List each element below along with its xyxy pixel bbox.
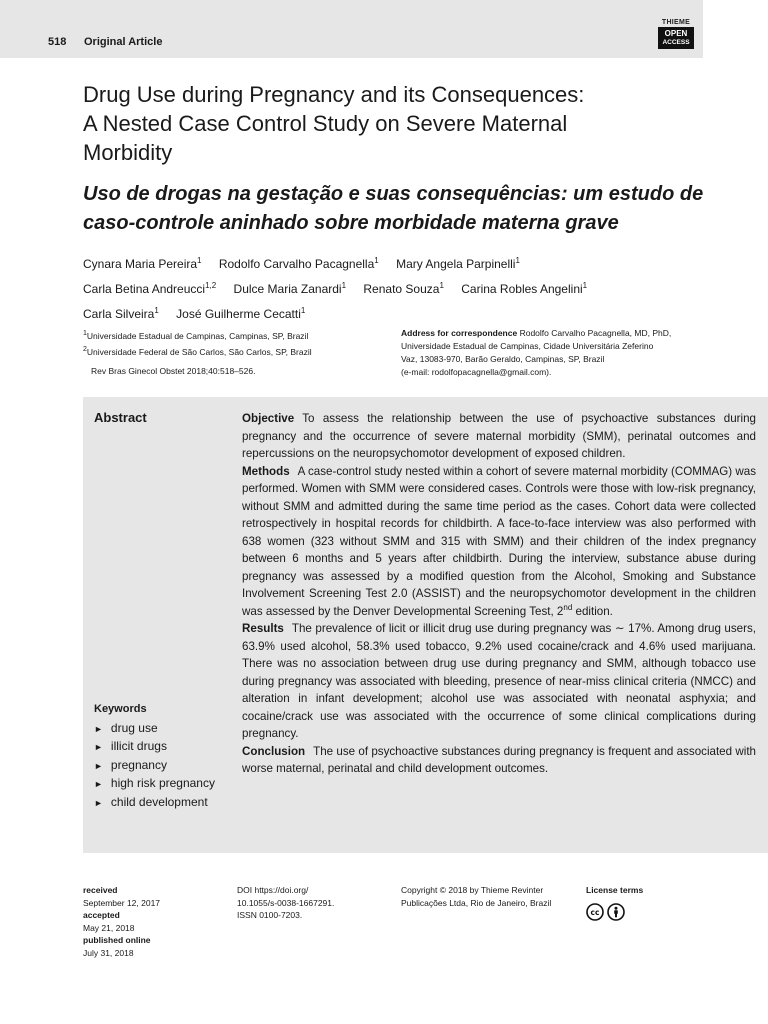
journal-citation: Rev Bras Ginecol Obstet 2018;40:518–526. — [91, 366, 256, 376]
title-en-line: Drug Use during Pregnancy and its Consequences: — [83, 82, 585, 107]
issn: ISSN 0100-7203. — [237, 910, 303, 920]
correspondence-email[interactable]: (e-mail: rodolfopacagnella@gmail.com). — [401, 367, 552, 377]
keyword-item[interactable]: ► illicit drugs — [94, 739, 167, 753]
triangle-bullet-icon: ► — [94, 779, 103, 789]
triangle-bullet-icon: ► — [94, 723, 103, 734]
author-list — [83, 250, 703, 325]
keywords-title: Keywords — [94, 703, 147, 715]
author-line — [83, 300, 703, 325]
doi-link-cont[interactable]: 10.1055/s-0038-1667291. — [237, 897, 335, 908]
author[interactable]: Carla Betina Andreucci$^{1,2}$ — [83, 281, 217, 296]
abstract-body — [242, 410, 756, 778]
title-pt-line: caso-controle aninhado sobre morbidade materna grave — [83, 212, 619, 234]
author[interactable]: Carla Silveira$^1$ — [83, 306, 159, 321]
keyword-item[interactable]: ► high risk pregnancy — [94, 776, 215, 790]
logo-line1: OPEN — [664, 29, 688, 38]
page-number: 518 — [48, 36, 67, 48]
svg-text:cc: cc — [590, 907, 600, 917]
author[interactable]: Renato Souza$^1$ — [363, 281, 444, 296]
title-en-line: Morbidity — [83, 140, 173, 165]
affiliation: $^1$Universidade Estadual de Campinas, Campinas, SP, Brazil — [83, 330, 309, 341]
keyword-item[interactable]: ► child development — [94, 794, 208, 809]
author[interactable]: Rodolfo Carvalho Pacagnella$^1$ — [218, 256, 379, 271]
triangle-bullet-icon: ► — [94, 742, 103, 752]
author[interactable]: Cynara Maria Pereira$^1$ — [83, 256, 202, 271]
logo-publisher: THIEME — [661, 19, 691, 26]
abstract-objective: Objective To assess the relationship between the use of psychoactive substances during pregnancy and the occurrence of severe maternal morbidity (SMM), perinatal outcomes and repercussions on the neuropsychomotor development of exposed children. — [242, 412, 756, 460]
doi-block — [237, 884, 377, 922]
correspondence-label: Address for correspondence — [401, 328, 518, 338]
license-block — [586, 884, 666, 921]
article-title-portuguese — [83, 180, 713, 238]
triangle-bullet-icon: ► — [94, 760, 103, 771]
logo-badge — [658, 27, 694, 49]
cc-icon[interactable] — [586, 903, 604, 921]
article-dates: received September 12, 2017 accepted May 21, 2018 published online July 31, 2018 — [83, 884, 213, 959]
author-line — [83, 275, 703, 300]
correspondence-address: Address for correspondence Rodolfo Carvalho Pacagnella, MD, PhD, Universidade Estadual de Campinas, Cidade Universitária Zeferino Vaz, 13083-970, Barão Geraldo, Campinas, SP, Brazil (e-mail: rodolfopacagnella@gmail.com). — [401, 328, 672, 377]
abstract-methods: Methods A case-control study nested within a cohort of severe maternal morbidity (COMMAG) was performed. Women with SMM were considered cases. Controls were those with low-risk pregnancy, without SMM and admitted during the same time period as the cases. Cohort data were collected retrospectively in hospital records for childbirth. A face-to-face interview was also performed with 638 women (323 without SMM and 315 with SMM) and their children of the index pregnancy between 6 months and 5 years after childbirth. During the interview, substance abuse during pregnancy was assessed by a modified question from the Alcohol, Smoking and Substance Involvement Screening Test 2.0 (ASSIST) and the neuropsychomotor development in the children was assessed by the Denver Developmental Screening Test, 2nd edition. — [242, 464, 756, 618]
author[interactable]: Carina Robles Angelini$^1$ — [461, 281, 588, 296]
keywords — [94, 701, 234, 812]
keyword-item[interactable]: ► drug use — [94, 720, 158, 735]
title-en-line: A Nested Case Control Study on Severe Maternal — [83, 111, 568, 136]
license-icons — [586, 903, 666, 921]
header-bar — [0, 0, 703, 58]
title-pt-line: Uso de drogas na gestação e suas consequências: um estudo de — [83, 183, 704, 205]
abstract-heading: Abstract — [94, 410, 147, 425]
author-line — [83, 250, 703, 275]
author[interactable]: José Guilherme Cecatti$^1$ — [176, 306, 306, 321]
published-date: July 31, 2018 — [83, 947, 134, 958]
license-terms-link[interactable]: License terms — [586, 885, 644, 895]
copyright-block: Copyright © 2018 by Thieme Revinter Publicações Ltda, Rio de Janeiro, Brazil — [401, 885, 552, 908]
keyword-item[interactable]: ► pregnancy — [94, 757, 167, 772]
received-date: September 12, 2017 — [83, 897, 161, 908]
article-type: Original Article — [84, 36, 163, 48]
author[interactable]: Mary Angela Parpinelli$^1$ — [396, 256, 520, 271]
affiliation: $^2$Universidade Federal de São Carlos, São Carlos, SP, Brazil — [83, 345, 312, 357]
abstract-conclusion: Conclusion The use of psychoactive substances during pregnancy is frequent and associated with worse maternal, perinatal and child development outcomes. — [242, 744, 756, 775]
article-title-english — [83, 80, 703, 167]
attribution-icon[interactable] — [607, 903, 625, 921]
doi-link[interactable]: DOI https://doi.org/ — [237, 885, 309, 895]
abstract-panel — [83, 397, 768, 853]
logo-line2: ACCESS — [662, 39, 690, 46]
author[interactable]: Dulce Maria Zanardi$^1$ — [233, 281, 347, 296]
affiliations — [83, 327, 383, 359]
triangle-bullet-icon: ► — [94, 797, 103, 808]
abstract-results: Results The prevalence of licit or illicit drug use during pregnancy was ∼ 17%. Among drug users, 63.9% used alcohol, 58.3% used tobacco, 9.2% used cocaine/crack and 4.6% used marijuana. There was no association between drug use during pregnancy and SMM, although tobacco use during pregnancy was associated with bleeding, presence of near-miss clinical criteria (NMCC) and alteration in infant development; alcohol use was associated with neonatal asphyxia; and cocaine/crack use was associated with the occurrence of some clinical complications during pregnancy. — [242, 622, 756, 740]
accepted-date: May 21, 2018 — [83, 922, 135, 933]
thieme-open-access-logo — [658, 19, 694, 49]
